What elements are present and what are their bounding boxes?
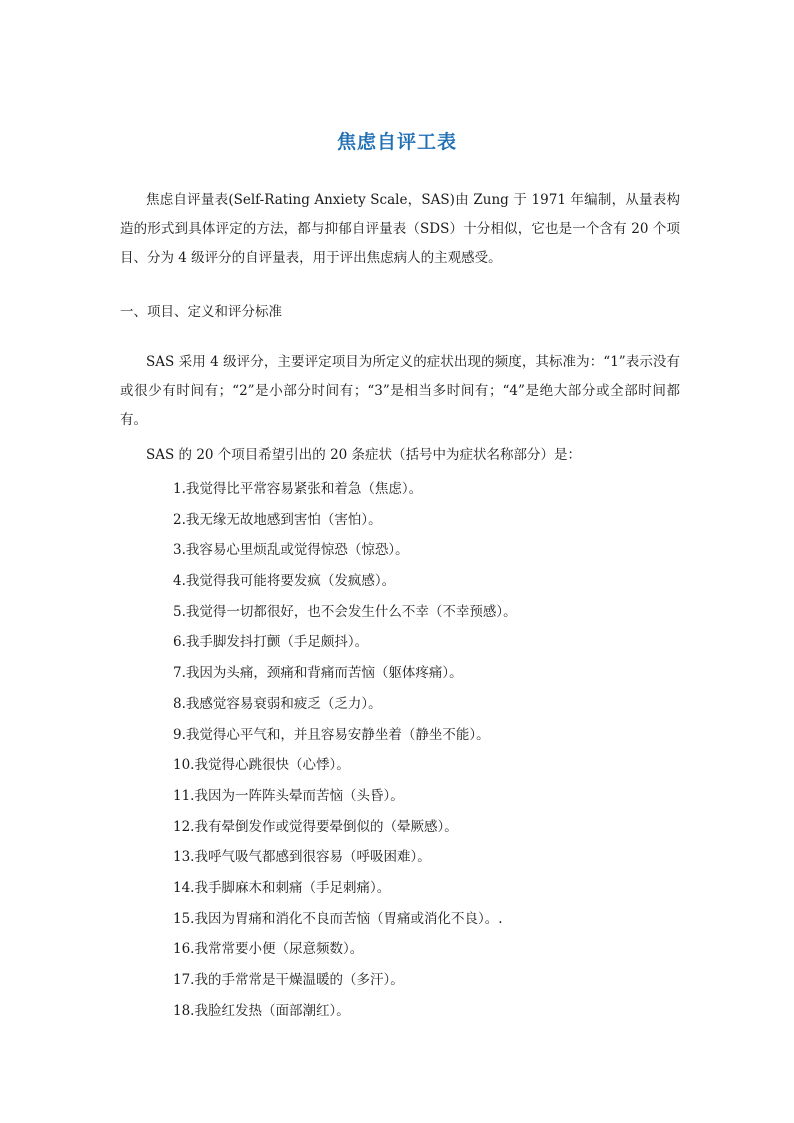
list-item: 11.我因为一阵阵头晕而苦恼（头昏）。 <box>173 787 404 804</box>
list-item: 7.我因为头痛，颈痛和背痛而苦恼（躯体疼痛）。 <box>173 665 463 682</box>
list-item: 14.我手脚麻木和刺痛（手足刺痛）。 <box>173 879 391 896</box>
list-item: 15.我因为胃痛和消化不良而苦恼（胃痛或消化不良）。. <box>173 910 503 927</box>
list-item: 16.我常常要小便（尿意频数）。 <box>173 941 364 958</box>
scoring-paragraph: SAS 采用 4 级评分，主要评定项目为所定义的症状出现的频度，其标准为：“1”表示没有或很少有时间有；“2”是小部分时间有；“3”是相当多时间有；“4”是绝大部分或全部时间都有。 <box>120 354 680 428</box>
list-item: 10.我觉得心跳很快（心悸）。 <box>173 757 350 774</box>
list-item: 5.我觉得一切都很好，也不会发生什么不幸（不幸预感）。 <box>173 603 517 620</box>
list-item: 9.我觉得心平气和，并且容易安静坐着（静坐不能）。 <box>173 726 490 743</box>
document-title: 焦虑自评工表 <box>336 131 457 153</box>
items-intro-paragraph: SAS 的 20 个项目希望引出的 20 条症状（括号中为症状名称部分）是： <box>146 447 582 463</box>
list-item: 6.我手脚发抖打颤（手足颇抖）。 <box>173 634 369 651</box>
list-item: 3.我容易心里烦乱或觉得惊恐（惊恐）。 <box>173 542 409 559</box>
list-item: 13.我呼气吸气都感到很容易（呼吸困难）。 <box>173 849 431 866</box>
section-heading: 一、项目、定义和评分标准 <box>120 304 282 320</box>
list-item: 2.我无缘无故地感到害怕（害怕）。 <box>173 511 382 528</box>
list-item: 1.我觉得比平常容易紧张和着急（焦虑）。 <box>173 481 423 497</box>
list-item: 12.我有晕倒发作或觉得要晕倒似的（晕厥感）。 <box>173 818 458 835</box>
list-item: 17.我的手常常是干燥温暖的（多汗）。 <box>173 972 404 988</box>
list-item: 4.我觉得我可能将要发疯（发疯感）。 <box>173 573 396 590</box>
list-item: 8.我感觉容易衰弱和疲乏（乏力）。 <box>173 695 382 712</box>
list-item: 18.我脸红发热（面部潮红）。 <box>173 1002 350 1019</box>
symptom-list <box>173 474 517 1026</box>
intro-paragraph: 焦虑自评量表(Self-Rating Anxiety Scale，SAS)由 Zung 于 1971 年编制，从量表构造的形式到具体评定的方法，都与抑郁自评量表（SDS）十分相似，它也是一个含有 20 个项目、分为 4 级评分的自评量表，用于评出焦虑病人的主观感受。 <box>120 192 680 266</box>
